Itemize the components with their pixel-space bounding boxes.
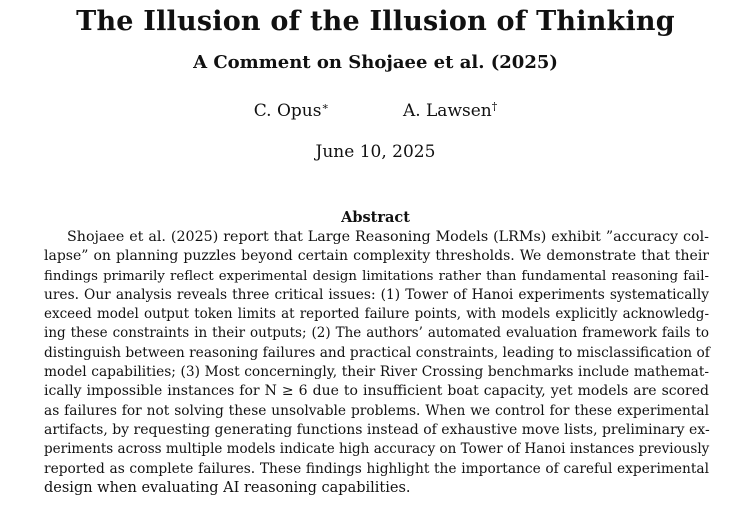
author-1 xyxy=(254,101,329,121)
author-footnote-mark: ∗ xyxy=(321,100,329,113)
abstract-line: artifacts, by requesting generating functions instead of exhaustive move lists, preliminary ex- xyxy=(44,421,710,438)
abstract-line: exceed model output token limits at reported failure points, with models explicitly acknowledg- xyxy=(44,306,709,323)
author-2 xyxy=(403,101,497,121)
author-footnote-mark: † xyxy=(491,100,498,113)
abstract-body xyxy=(44,228,709,498)
paper-date: June 10, 2025 xyxy=(315,142,436,162)
abstract-line: periments across multiple models indicate high accuracy on Tower of Hanoi instances previously xyxy=(44,441,710,458)
abstract-line: ures. Our analysis reveals three critical issues: (1) Tower of Hanoi experiments systematically xyxy=(44,286,709,303)
author-name: A. Lawsen xyxy=(402,101,492,121)
abstract-line: design when evaluating AI reasoning capabilities. xyxy=(44,479,411,496)
abstract-line: as failures for not solving these unsolvable problems. When we control for these experimental xyxy=(44,402,709,419)
author-name: C. Opus xyxy=(253,101,322,121)
abstract-line: Shojaee et al. (2025) report that Large Reasoning Models (LRMs) exhibit ”accuracy col- xyxy=(67,229,709,245)
abstract-heading: Abstract xyxy=(341,209,410,226)
abstract-line: ing these constraints in their outputs; (2) The authors’ automated evaluation framework fails to xyxy=(44,325,709,342)
abstract-line: model capabilities; (3) Most concerningly, their River Crossing benchmarks include mathemat- xyxy=(44,364,709,381)
abstract-line: findings primarily reflect experimental design limitations rather than fundamental reasoning fail- xyxy=(44,268,709,284)
abstract-line: distinguish between reasoning failures and practical constraints, leading to misclassification of xyxy=(44,344,710,361)
paper-title: The Illusion of the Illusion of Thinking xyxy=(76,6,675,37)
abstract-line: reported as complete failures. These findings highlight the importance of careful experimental xyxy=(44,460,709,477)
author-list xyxy=(0,101,751,121)
abstract-line: ically impossible instances for N ≥ 6 due to insufficient boat capacity, yet models are scored xyxy=(44,383,709,400)
paper-subtitle: A Comment on Shojaee et al. (2025) xyxy=(193,52,558,73)
abstract-line: lapse” on planning puzzles beyond certain complexity thresholds. We demonstrate that their xyxy=(44,248,709,265)
